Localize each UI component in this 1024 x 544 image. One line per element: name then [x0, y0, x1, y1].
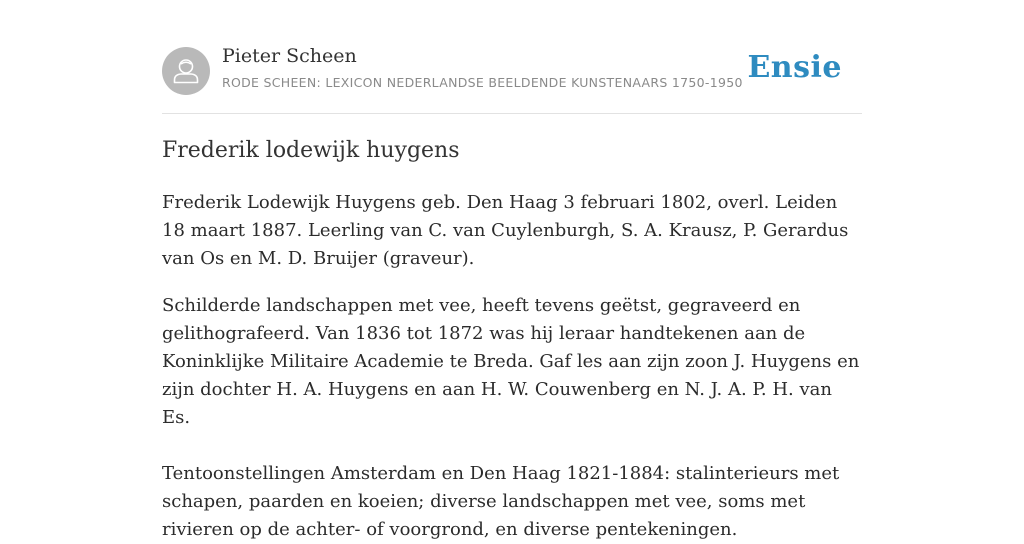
paragraph: Frederik Lodewijk Huygens geb. Den Haag 3 februari 1802, overl. Leiden 18 maart 1887. Leerling van C. van Cuylenburgh, S. A. Krausz, P. Gerardus van Os en M. D. Bruijer (graveur).: [162, 192, 849, 269]
page-title: Frederik lodewijk huygens: [162, 138, 460, 163]
author-name[interactable]: Pieter Scheen: [222, 45, 357, 67]
paragraph: Schilderde landschappen met vee, heeft tevens geëtst, gegraveerd en gelithografeerd. Van 1836 tot 1872 was hij leraar handtekenen aan de Koninklijke Militaire Academie te Breda. Gaf les aan zijn zoon J. Huygens en zijn dochter H. A. Huygens en aan H. W. Couwenberg en N. J. A. P. H. van Es.: [162, 295, 860, 428]
brand-logo[interactable]: Ensie: [747, 50, 842, 85]
article-body: [162, 189, 862, 544]
avatar[interactable]: [162, 47, 210, 95]
user-icon: [162, 47, 210, 95]
page-container: [162, 0, 862, 540]
source-name[interactable]: RODE SCHEEN: LEXICON NEDERLANDSE BEELDENDE KUNSTENAARS 1750-1950: [222, 75, 743, 90]
article-header: [162, 0, 862, 114]
paragraph: Tentoonstellingen Amsterdam en Den Haag 1821-1884: stalinterieurs met schapen, paarden en koeien; diverse landschappen met vee, soms met rivieren op de achter- of voorgrond, en diverse pentekeningen.: [162, 463, 840, 540]
